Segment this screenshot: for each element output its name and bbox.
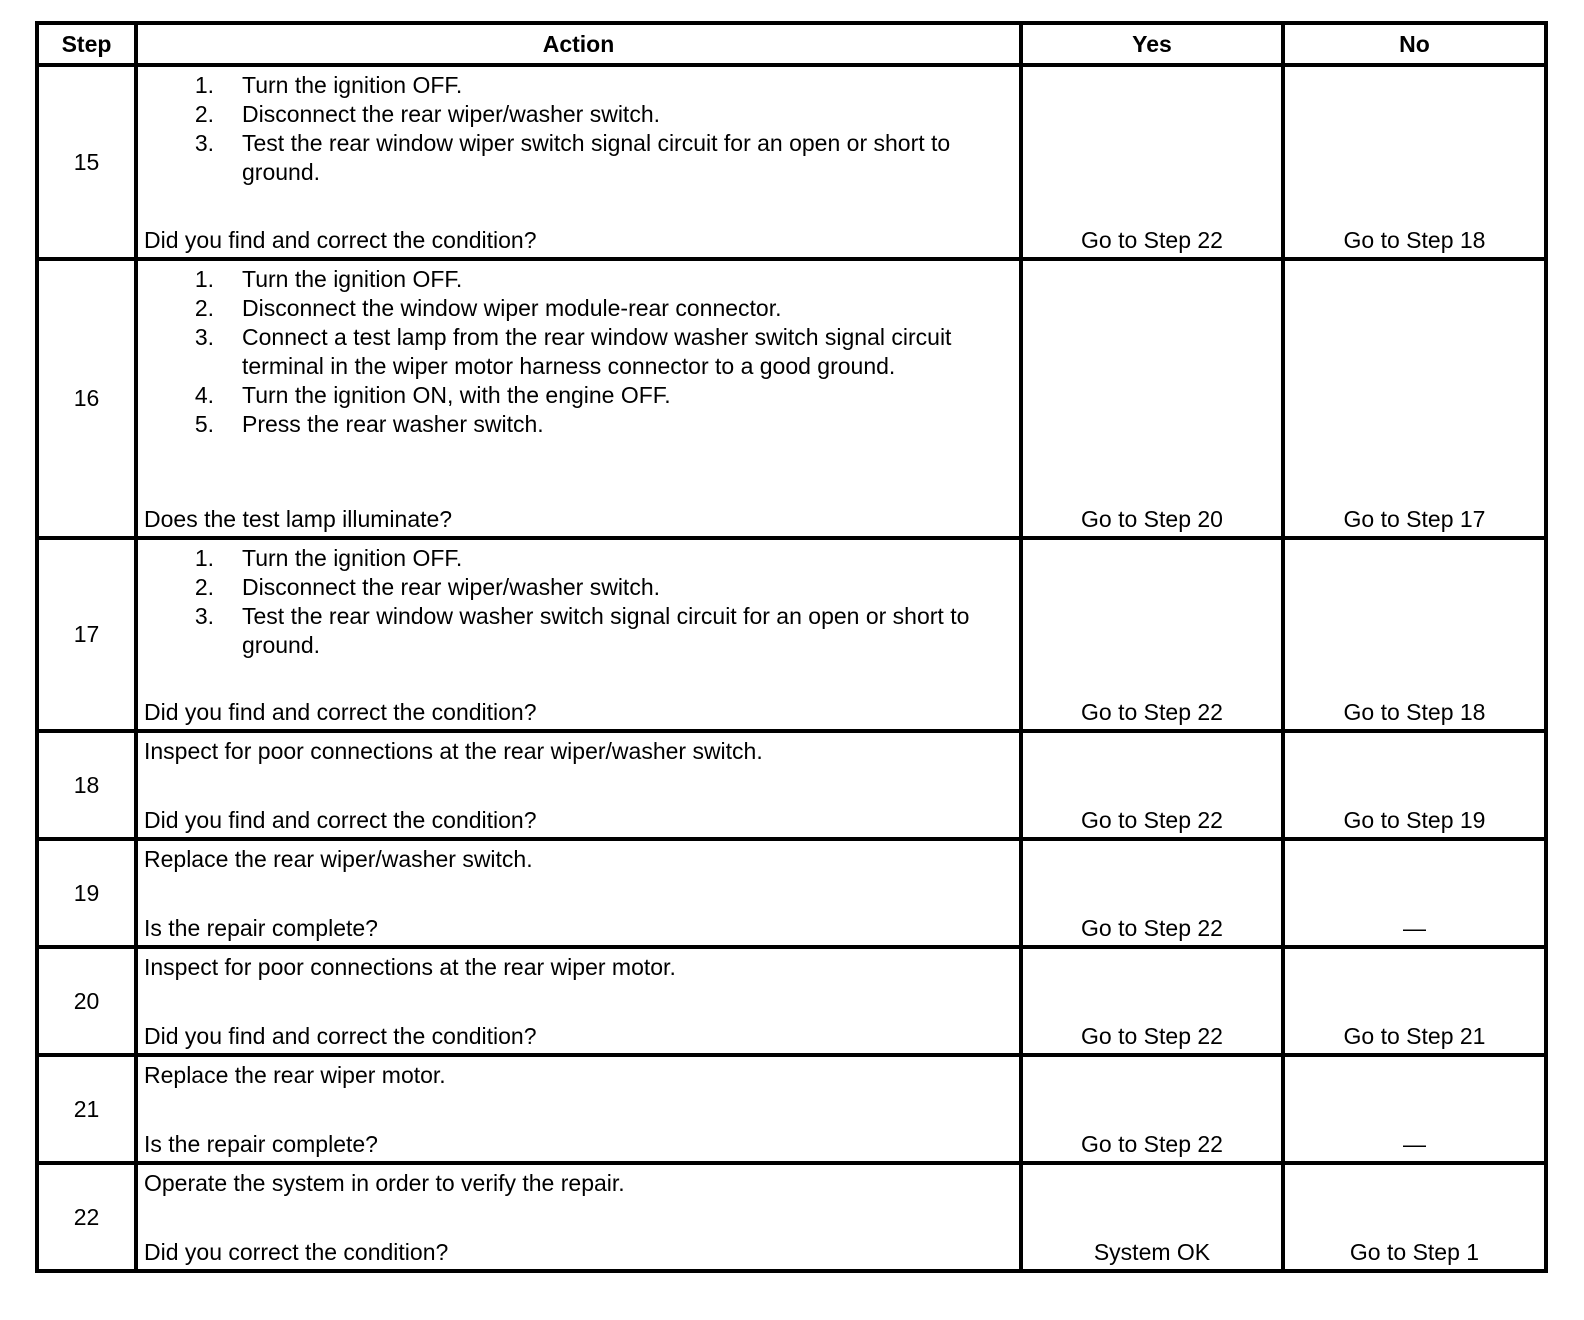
item-text: Disconnect the window wiper module-rear connector.	[242, 295, 782, 321]
yes-result: Go to Step 22	[1081, 915, 1223, 941]
item-text: Turn the ignition OFF.	[242, 266, 463, 292]
instruction-text: Replace the rear wiper/washer switch.	[144, 846, 533, 872]
step-number: 15	[37, 65, 136, 259]
step-number: 19	[37, 839, 136, 947]
table-row	[37, 65, 1546, 259]
item-number: 3.	[194, 603, 214, 629]
table-row	[37, 731, 1546, 839]
header-action: Action	[136, 23, 1021, 65]
step-number: 17	[37, 538, 136, 731]
action-cell	[136, 1055, 1021, 1163]
yes-result: Go to Step 22	[1081, 1023, 1223, 1049]
no-result: Go to Step 17	[1343, 506, 1486, 532]
item-number: 5.	[194, 411, 214, 437]
item-text: Turn the ignition ON, with the engine OFF.	[242, 382, 671, 408]
list-item	[144, 265, 1013, 294]
item-number: 1.	[194, 72, 214, 98]
item-number: 4.	[194, 382, 214, 408]
item-number: 2.	[194, 295, 214, 321]
question-text: Does the test lamp illuminate?	[144, 506, 453, 532]
yes-cell	[1021, 259, 1283, 538]
instruction-text: Inspect for poor connections at the rear wiper/washer switch.	[144, 738, 763, 764]
yes-result: Go to Step 20	[1081, 506, 1223, 532]
yes-result: System OK	[1093, 1239, 1211, 1265]
item-text: Turn the ignition OFF.	[242, 72, 463, 98]
item-text: Disconnect the rear wiper/washer switch.	[242, 101, 660, 127]
step-number: 20	[37, 947, 136, 1055]
question-text: Is the repair complete?	[144, 915, 378, 941]
no-cell	[1283, 731, 1546, 839]
procedure-list	[144, 71, 1013, 187]
item-text: Turn the ignition OFF.	[242, 545, 463, 571]
question-text: Did you find and correct the condition?	[144, 1023, 537, 1049]
no-result: Go to Step 18	[1343, 699, 1486, 725]
item-number: 3.	[194, 324, 214, 350]
no-cell	[1283, 65, 1546, 259]
action-cell	[136, 731, 1021, 839]
no-result: —	[1403, 1131, 1426, 1157]
diagnostic-table	[35, 21, 1548, 1273]
item-text: Press the rear washer switch.	[242, 411, 544, 437]
action-cell	[136, 259, 1021, 538]
action-cell	[136, 947, 1021, 1055]
question-text: Did you find and correct the condition?	[144, 699, 537, 725]
procedure-list	[144, 544, 1013, 660]
item-number: 3.	[194, 130, 214, 156]
no-cell	[1283, 1163, 1546, 1271]
action-cell	[136, 839, 1021, 947]
list-item	[144, 544, 1013, 573]
list-item	[144, 323, 1013, 381]
instruction-text: Replace the rear wiper motor.	[144, 1062, 446, 1088]
item-text: Connect a test lamp from the rear window washer switch signal circuit terminal in the wiper motor harness connector to a good ground.	[242, 324, 952, 379]
yes-cell	[1021, 1055, 1283, 1163]
step-number: 21	[37, 1055, 136, 1163]
item-number: 2.	[194, 574, 214, 600]
list-item	[144, 129, 1013, 187]
list-item	[144, 294, 1013, 323]
yes-cell	[1021, 839, 1283, 947]
step-number: 18	[37, 731, 136, 839]
no-result: Go to Step 19	[1343, 807, 1486, 833]
question-text: Did you correct the condition?	[144, 1239, 449, 1265]
question-text: Is the repair complete?	[144, 1131, 378, 1157]
yes-cell	[1021, 1163, 1283, 1271]
no-result: Go to Step 21	[1343, 1023, 1486, 1049]
table-row	[37, 538, 1546, 731]
step-number: 22	[37, 1163, 136, 1271]
header-row	[37, 23, 1546, 65]
question-text: Did you find and correct the condition?	[144, 807, 537, 833]
list-item	[144, 381, 1013, 410]
no-result: Go to Step 18	[1343, 227, 1486, 253]
action-cell	[136, 65, 1021, 259]
instruction-text: Operate the system in order to verify the repair.	[144, 1170, 625, 1196]
list-item	[144, 573, 1013, 602]
yes-cell	[1021, 65, 1283, 259]
list-item	[144, 410, 1013, 439]
no-cell	[1283, 1055, 1546, 1163]
action-cell	[136, 1163, 1021, 1271]
yes-cell	[1021, 731, 1283, 839]
yes-result: Go to Step 22	[1081, 807, 1223, 833]
step-number: 16	[37, 259, 136, 538]
item-text: Test the rear window washer switch signal circuit for an open or short to ground.	[242, 603, 970, 658]
instruction-text: Inspect for poor connections at the rear wiper motor.	[144, 954, 676, 980]
no-cell	[1283, 839, 1546, 947]
action-cell	[136, 538, 1021, 731]
item-number: 1.	[194, 545, 214, 571]
item-number: 2.	[194, 101, 214, 127]
header-no: No	[1283, 23, 1546, 65]
yes-cell	[1021, 538, 1283, 731]
table-row	[37, 839, 1546, 947]
table-row	[37, 1163, 1546, 1271]
item-text: Test the rear window wiper switch signal circuit for an open or short to ground.	[242, 130, 951, 185]
header-yes: Yes	[1021, 23, 1283, 65]
no-cell	[1283, 947, 1546, 1055]
table-row	[37, 259, 1546, 538]
question-text: Did you find and correct the condition?	[144, 227, 537, 253]
yes-cell	[1021, 947, 1283, 1055]
procedure-list	[144, 265, 1013, 439]
list-item	[144, 100, 1013, 129]
no-cell	[1283, 259, 1546, 538]
yes-result: Go to Step 22	[1081, 699, 1223, 725]
table-row	[37, 1055, 1546, 1163]
table-row	[37, 947, 1546, 1055]
header-step: Step	[37, 23, 136, 65]
yes-result: Go to Step 22	[1081, 1131, 1223, 1157]
item-text: Disconnect the rear wiper/washer switch.	[242, 574, 660, 600]
item-number: 1.	[194, 266, 214, 292]
no-cell	[1283, 538, 1546, 731]
list-item	[144, 71, 1013, 100]
no-result: —	[1403, 915, 1426, 941]
yes-result: Go to Step 22	[1081, 227, 1223, 253]
list-item	[144, 602, 1013, 660]
no-result: Go to Step 1	[1349, 1239, 1480, 1265]
